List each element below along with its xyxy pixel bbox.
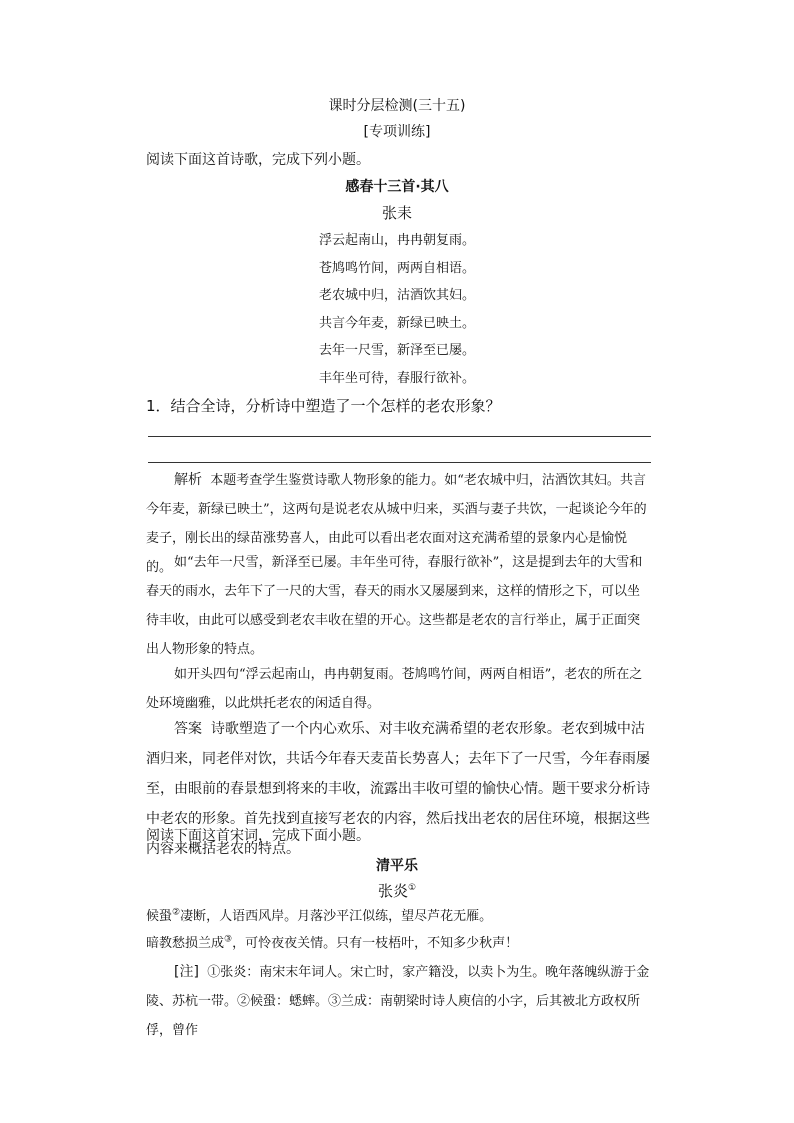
- ci-text: 暗教愁损兰成: [146, 936, 225, 951]
- answer-blank-line: [148, 462, 651, 463]
- question-1: 1．结合全诗，分析诗中塑造了一个怎样的老农形象？: [146, 397, 501, 415]
- poem-line: 苍鸠鸣竹间，两两自相语。: [318, 261, 475, 276]
- analysis-text: 本题考查学生鉴赏诗歌人物形象的能力。如“老农城中归，沽酒饮其妇。共言今年麦，新绿已映土”，这两句是说老农从城中归来，买酒与妻子共饮，一起谈论今年的麦子，刚长出的绿苗涨势喜人，由此可以看出老农面对这充满希望的景象内心是愉悦的。: [146, 473, 647, 575]
- poem-author-1: 张耒: [381, 204, 412, 222]
- author-name: 张炎: [377, 882, 408, 900]
- poem-line: 共言今年麦，新绿已映土。: [318, 316, 475, 331]
- footnote-marker: ②: [172, 907, 181, 918]
- poem-author-2: [0, 881, 794, 901]
- poem-line: 老农城中归，沽酒饮其妇。: [318, 288, 475, 303]
- notes-label: [注]: [174, 964, 199, 980]
- ci-text: 凄断，人语西风岸。月落沙平江似练，望尽芦花无雁。: [180, 909, 493, 924]
- poem-line: 去年一尺雪，新泽至已屡。: [318, 343, 475, 358]
- analysis-paragraph-3: 如开头四句“浮云起南山，冉冉朝复雨。苍鸠鸣竹间，两两自相语”，老农的所在之处环境幽雅，以此烘托老农的闲适自得。: [146, 667, 643, 711]
- poem-line: 丰年坐可待，春服行欲补。: [318, 371, 475, 386]
- poem-title-2: 清平乐: [376, 858, 418, 874]
- answer-blank-line: [148, 436, 651, 437]
- ci-text: ，可怜夜夜关情。只有一枝梧叶，不知多少秋声！: [232, 936, 519, 951]
- ci-line-2: [146, 934, 518, 954]
- analysis-label: 解析: [174, 472, 202, 488]
- answer-label: 答案: [174, 721, 202, 737]
- instruction-1: 阅读下面这首诗歌，完成下列小题。: [146, 152, 370, 168]
- poem-line: 浮云起南山，冉冉朝复雨。: [318, 233, 475, 248]
- notes-paragraph: [146, 958, 652, 1045]
- analysis-paragraph-2: 如“去年一尺雪，新泽至已屡。丰年坐可待，春服行欲补”，这是提到去年的大雪和春天的雨水，去年下了一尺的大雪，春天的雨水又屡屡到来，这样的情形之下，可以坐待丰收，由此可以感受到老农丰收在望的开心。这些都是老农的言行举止，属于正面突出人物形象的特点。: [146, 555, 643, 657]
- ci-text: 候蛩: [146, 909, 173, 924]
- answer-text: 诗歌塑造了一个内心欢乐、对丰收充满希望的老农形象。老农到城中沽酒归来，同老伴对饮，共话今年春天麦苗长势喜人；去年下了一尺雪，今年春雨屡至，由眼前的春景想到将来的丰收，流露出丰收可望的愉快心情。题干要求分析诗中老农的形象。首先找到直接写老农的内容，然后找出老农的居住环境，根据这些内容来概括老农的特点。: [146, 721, 650, 857]
- instruction-2: 阅读下面这首宋词，完成下面小题。: [146, 828, 370, 844]
- footnote-marker: ③: [224, 934, 233, 945]
- footnote-marker: ①: [407, 883, 417, 893]
- poem-title-1: 感春十三首·其八: [345, 179, 449, 195]
- notes-text: ①张炎：南宋末年词人。宋亡时，家产籍没，以卖卜为生。晚年落魄纵游于金陵、苏杭一带。②候蛩：蟋蟀。③兰成：南朝梁时诗人庾信的小字，后其被北方政权所俘，曾作: [146, 965, 650, 1038]
- ci-line-1: [146, 907, 492, 927]
- page-subtitle: [专项训练]: [363, 124, 431, 140]
- page-title: 课时分层检测(三十五): [328, 98, 466, 114]
